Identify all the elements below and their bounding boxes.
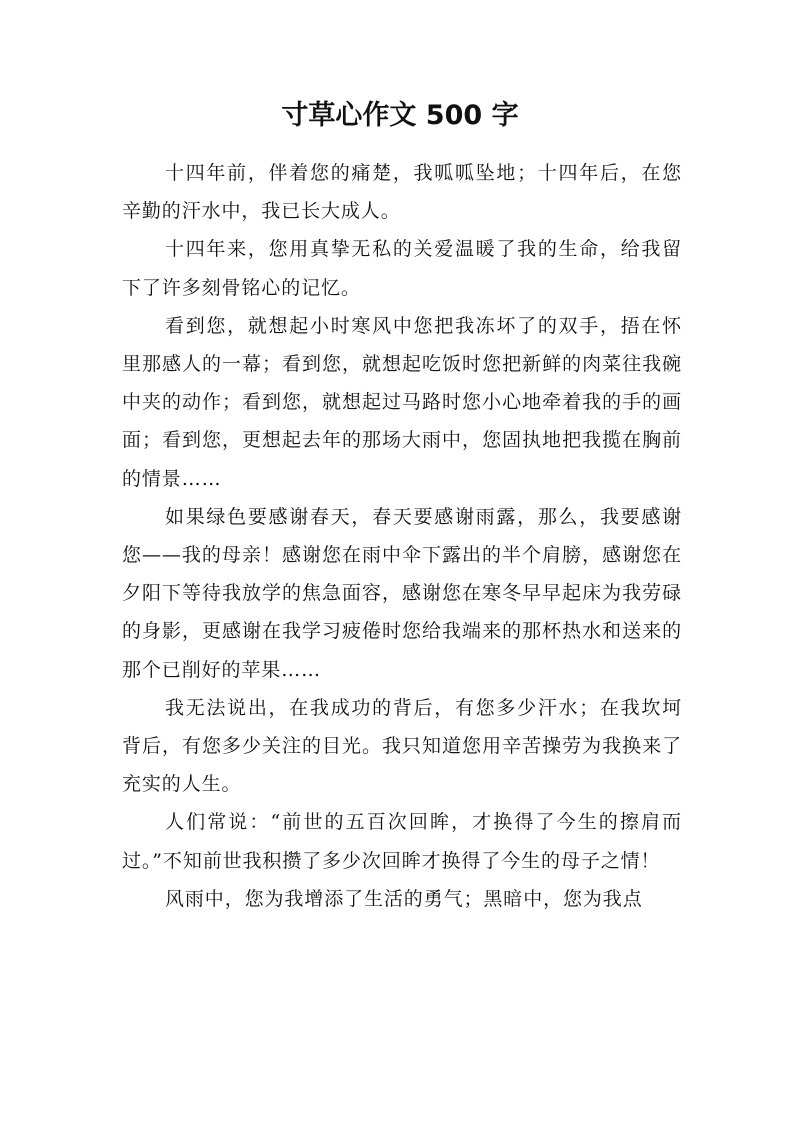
paragraph-4: 如果绿色要感谢春天，春天要感谢雨露，那么，我要感谢您——我的母亲！感谢您在雨中伞下露出的半个肩膀，感谢您在夕阳下等待我放学的焦急面容，感谢您在寒冬早早起床为我劳碌的身影，更感谢在我学习疲倦时您给我端来的那杯热水和送来的那个已削好的苹果…… — [122, 505, 682, 681]
paragraph-5: 我无法说出，在我成功的背后，有您多少汗水；在我坎坷背后，有您多少关注的目光。我只知道您用辛苦操劳为我换来了充实的人生。 — [122, 696, 682, 796]
paragraph-6: 人们常说：“前世的五百次回眸，才换得了今生的擦肩而过。”不知前世我积攒了多少次回眸才换得了今生的母子之情！ — [122, 811, 682, 872]
paragraph-3: 看到您，就想起小时寒风中您把我冻坏了的双手，捂在怀里那感人的一幕；看到您，就想起吃饭时您把新鲜的肉菜往我碗中夹的动作；看到您，就想起过马路时您小心地牵着我的手的画面；看到您，更想起去年的那场大雨中，您固执地把我揽在胸前的情景…… — [122, 314, 682, 490]
document-body — [122, 154, 682, 918]
paragraph-7: 风雨中，您为我增添了生活的勇气；黑暗中，您为我点 — [165, 887, 643, 910]
paragraph-2: 十四年来，您用真挚无私的关爱温暖了我的生命，给我留下了许多刻骨铭心的记忆。 — [122, 238, 682, 299]
paragraph-1: 十四年前，伴着您的痛楚，我呱呱坠地；十四年后，在您辛勤的汗水中，我已长大成人。 — [122, 162, 682, 223]
document-title: 寸草心作文 500 字 — [281, 100, 519, 131]
